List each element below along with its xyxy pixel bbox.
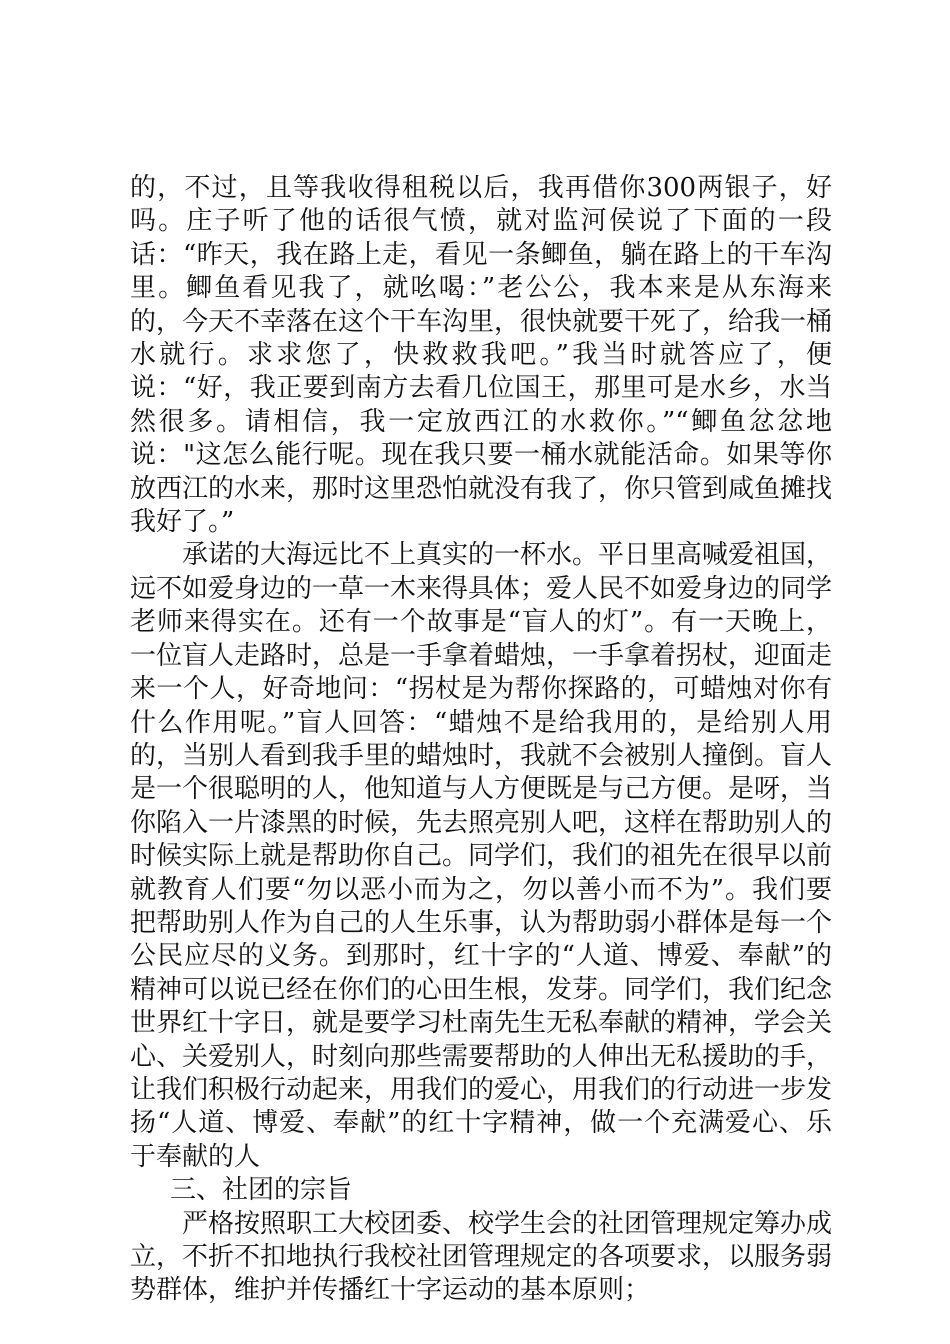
document-body <box>130 172 832 1308</box>
paragraph-promise-and-lamp: 承诺的大海远比不上真实的一杯水。平日里高喊爱祖国，远不如爱身边的一草一木来得具体；爱人民不如爱身边的同学老师来得实在。还有一个故事是“盲人的灯”。有一天晚上，一位盲人走路时，总是一手拿着蜡烛，一手拿着拐杖，迎面走来一个人，好奇地问：“拐杖是为帮你探路的，可蜡烛对你有什么作用呢。”盲人回答：“蜡烛不是给我用的，是给别人用的，当别人看到我手里的蜡烛时，我就不会被别人撞倒。盲人是一个很聪明的人，他知道与人方便既是与己方便。是呀，当你陷入一片漆黑的时候，先去照亮别人吧，这样在帮助别人的时候实际上就是帮助你自己。同学们，我们的祖先在很早以前就教育人们要“勿以恶小而为之，勿以善小而不为”。我们要把帮助别人作为自己的人生乐事，认为帮助弱小群体是每一个公民应尽的义务。到那时，红十字的“人道、博爱、奉献”的精神可以说已经在你们的心田生根，发芽。同学们，我们纪念世界红十字日，就是要学习杜南先生无私奉献的精神，学会关心、关爱别人，时刻向那些需要帮助的人伸出无私援助的手，让我们积极行动起来，用我们的爱心，用我们的行动进一步发扬“人道、博爱、奉献”的红十字精神，做一个充满爱心、乐于奉献的人 <box>130 540 833 1172</box>
paragraph-story-continuation: 的，不过，且等我收得租税以后，我再借你300两银子，好吗。庄子听了他的话很气愤，就对监河侯说了下面的一段话：“昨天，我在路上走，看见一条鲫鱼，躺在路上的干车沟里。鲫鱼看见我了，就吆喝：”老公公，我本来是从东海来的，今天不幸落在这个干车沟里，很快就要干死了，给我一桶水就行。求求您了，快救救我吧。”我当时就答应了，便说：“好，我正要到南方去看几位国王，那里可是水乡，水当然很多。请相信，我一定放西江的水救你。”“鲫鱼忿忿地说："这怎么能行呢。现在我只要一桶水就能活命。如果等你放西江的水来，那时这里恐怕就没有我了，你只管到咸鱼摊找我好了。” <box>130 173 833 538</box>
paragraph-club-purpose: 严格按照职工大校团委、校学生会的社团管理规定筹办成立，不折不扣地执行我校社团管理规定的各项要求，以服务弱势群体，维护并传播红十字运动的基本原则； <box>130 1208 833 1306</box>
section-heading-club-purpose: 三、社团的宗旨 <box>170 1175 353 1206</box>
